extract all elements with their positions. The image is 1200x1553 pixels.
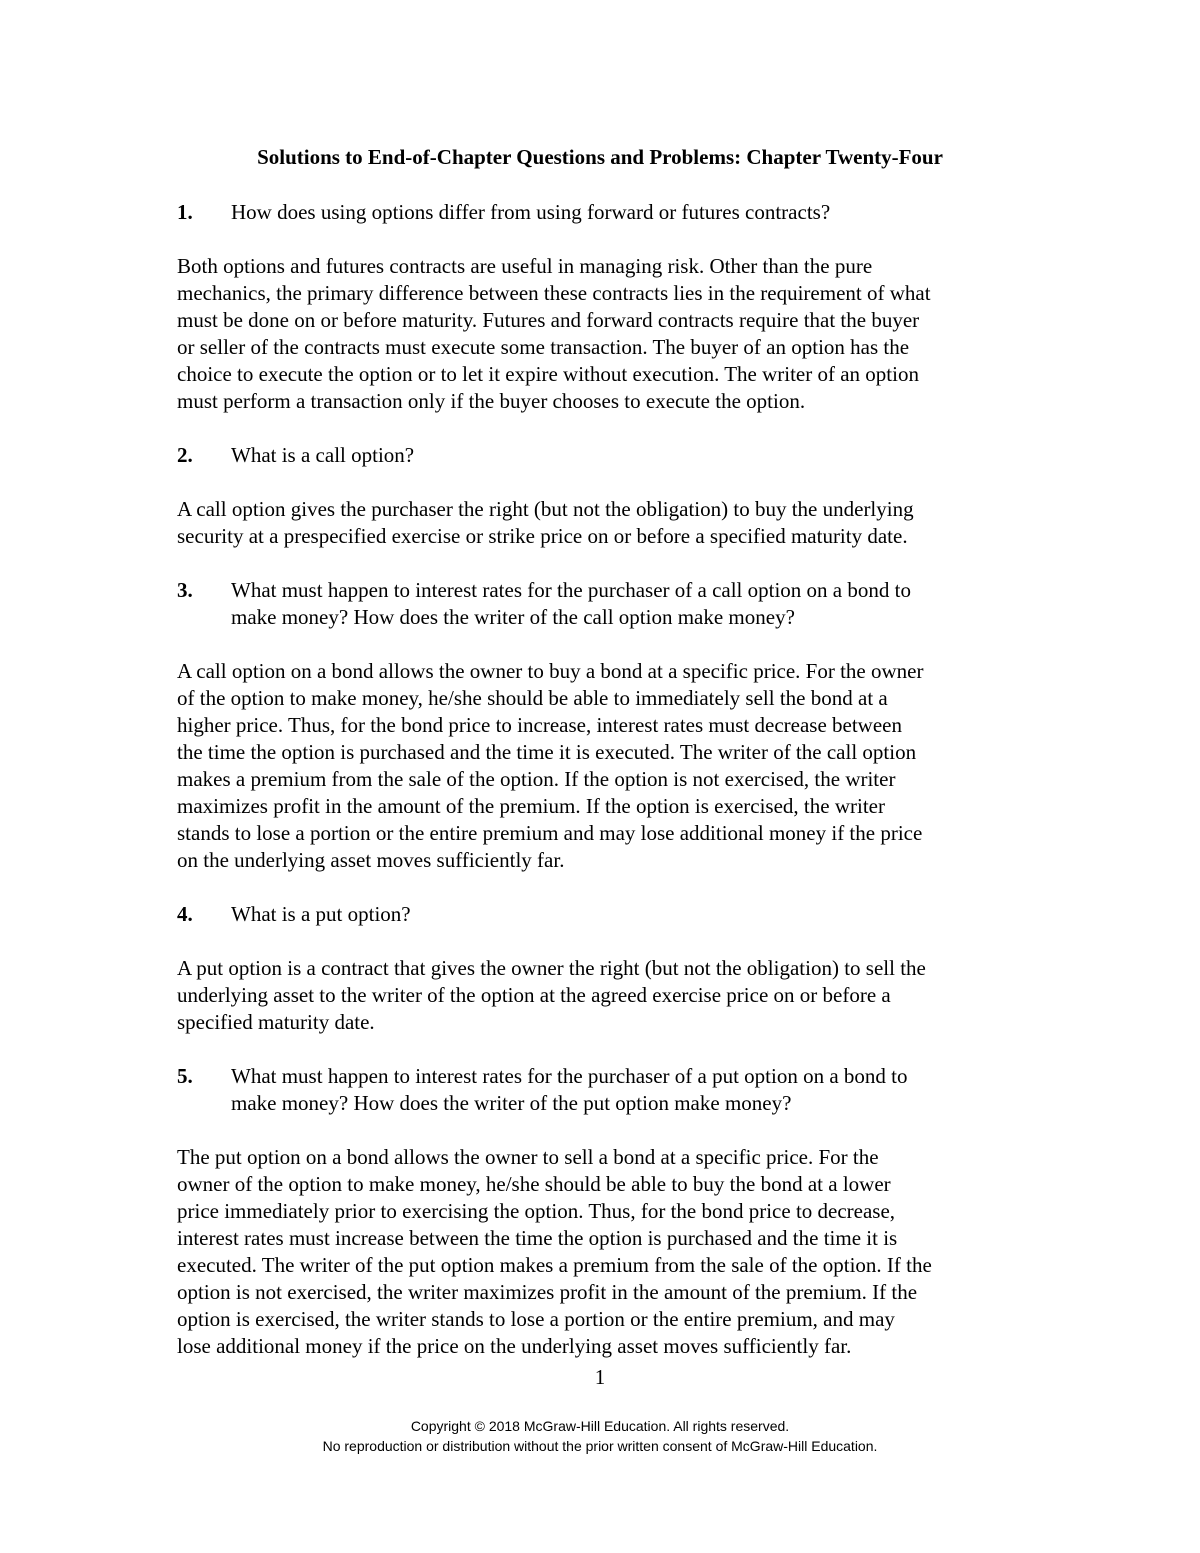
- question-5: [177, 1063, 1037, 1117]
- question-4: [177, 901, 1037, 928]
- answer-line: security at a prespecified exercise or strike price on or before a specified maturity date.: [177, 524, 908, 548]
- document-title: Solutions to End-of-Chapter Questions and Problems: Chapter Twenty-Four: [257, 145, 943, 169]
- question-text-line: How does using options differ from using forward or futures contracts?: [231, 200, 831, 224]
- answer-5: [177, 1144, 1037, 1360]
- question-1: [177, 199, 1037, 226]
- reproduction-notice: No reproduction or distribution without the prior written consent of McGraw-Hill Education.: [322, 1438, 878, 1454]
- answer-line: of the option to make money, he/she should be able to immediately sell the bond at a: [177, 686, 888, 710]
- answer-line: higher price. Thus, for the bond price to increase, interest rates must decrease between: [177, 713, 902, 737]
- answer-line: the time the option is purchased and the time it is executed. The writer of the call option: [177, 740, 917, 764]
- answer-3: [177, 658, 1037, 874]
- answer-line: must perform a transaction only if the buyer chooses to execute the option.: [177, 389, 806, 413]
- answer-line: on the underlying asset moves sufficiently far.: [177, 848, 565, 872]
- answer-line: executed. The writer of the put option makes a premium from the sale of the option. If the: [177, 1253, 932, 1277]
- answer-1: [177, 253, 1037, 415]
- copyright-footer: [0, 1416, 1200, 1456]
- answer-line: price immediately prior to exercising the option. Thus, for the bond price to decrease,: [177, 1199, 896, 1223]
- answer-line: option is not exercised, the writer maximizes profit in the amount of the premium. If the: [177, 1280, 918, 1304]
- answer-line: underlying asset to the writer of the option at the agreed exercise price on or before a: [177, 983, 891, 1007]
- answer-line: maximizes profit in the amount of the premium. If the option is exercised, the writer: [177, 794, 885, 818]
- question-text-line: make money? How does the writer of the call option make money?: [231, 605, 795, 629]
- answer-line: owner of the option to make money, he/she should be able to buy the bond at a lower: [177, 1172, 891, 1196]
- question-number: 3.: [177, 578, 193, 602]
- answer-line: mechanics, the primary difference between these contracts lies in the requirement of what: [177, 281, 931, 305]
- question-number: 2.: [177, 443, 193, 467]
- question-number: 4.: [177, 902, 193, 926]
- answer-line: A call option on a bond allows the owner to buy a bond at a specific price. For the owner: [177, 659, 924, 683]
- question-2: [177, 442, 1037, 469]
- question-text-line: What is a put option?: [231, 902, 411, 926]
- page-number: 1: [594, 1365, 606, 1389]
- answer-line: lose additional money if the price on the underlying asset moves sufficiently far.: [177, 1334, 852, 1358]
- answer-line: Both options and futures contracts are useful in managing risk. Other than the pure: [177, 254, 873, 278]
- answer-line: option is exercised, the writer stands to lose a portion or the entire premium, and may: [177, 1307, 895, 1331]
- answer-line: stands to lose a portion or the entire premium and may lose additional money if the price: [177, 821, 923, 845]
- copyright-line: Copyright © 2018 McGraw-Hill Education. All rights reserved.: [410, 1418, 790, 1434]
- answer-2: [177, 496, 1037, 550]
- answer-line: A call option gives the purchaser the right (but not the obligation) to buy the underlying: [177, 497, 914, 521]
- answer-4: [177, 955, 1037, 1036]
- question-text-line: What is a call option?: [231, 443, 415, 467]
- question-text-line: What must happen to interest rates for the purchaser of a put option on a bond to: [231, 1064, 908, 1088]
- answer-line: specified maturity date.: [177, 1010, 375, 1034]
- answer-line: interest rates must increase between the time the option is purchased and the time it is: [177, 1226, 898, 1250]
- answer-line: must be done on or before maturity. Futures and forward contracts require that the buyer: [177, 308, 920, 332]
- question-number: 5.: [177, 1064, 193, 1088]
- question-text-line: What must happen to interest rates for the purchaser of a call option on a bond to: [231, 578, 911, 602]
- answer-line: The put option on a bond allows the owner to sell a bond at a specific price. For the: [177, 1145, 879, 1169]
- question-text-line: make money? How does the writer of the put option make money?: [231, 1091, 792, 1115]
- answer-line: makes a premium from the sale of the option. If the option is not exercised, the writer: [177, 767, 896, 791]
- answer-line: A put option is a contract that gives the owner the right (but not the obligation) to sell the: [177, 956, 926, 980]
- answer-line: or seller of the contracts must execute some transaction. The buyer of an option has the: [177, 335, 910, 359]
- question-3: [177, 577, 1037, 631]
- question-number: 1.: [177, 200, 193, 224]
- answer-line: choice to execute the option or to let it expire without execution. The writer of an option: [177, 362, 919, 386]
